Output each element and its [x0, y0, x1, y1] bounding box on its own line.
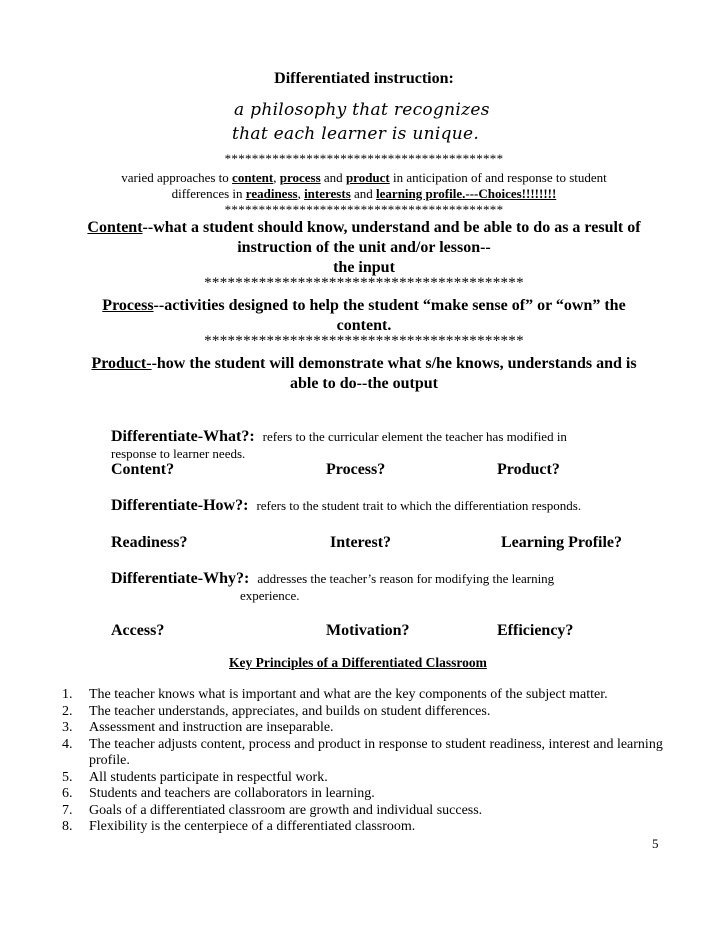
how-label: Differentiate-How?:	[111, 497, 249, 514]
content-term: Content	[87, 219, 143, 236]
product-term: Product-	[91, 355, 152, 372]
page-number: 5	[652, 836, 659, 851]
term-process: process	[279, 170, 321, 185]
product-text: -how the student will demonstrate what s/he knows, understands and is	[151, 355, 637, 372]
what-option-content: Content?	[111, 461, 175, 478]
varied-pre: varied approaches to	[121, 170, 233, 185]
content-definition-line-3: the input	[333, 259, 395, 276]
list-item: 7. Goals of a differentiated classroom are growth and individual success.	[62, 802, 483, 818]
process-definition-line-1	[0, 297, 728, 315]
list-item: 5. All students participate in respectful work.	[62, 769, 328, 785]
why-option-motivation: Motivation?	[326, 622, 410, 639]
what-option-product: Product?	[497, 461, 560, 478]
philosophy-line-1: a philosophy that recognizes	[234, 100, 490, 120]
how-option-readiness: Readiness?	[111, 534, 188, 551]
star-divider: *****************************************	[204, 275, 524, 291]
why-option-efficiency: Efficiency?	[497, 622, 574, 639]
product-definition-line-1	[0, 355, 728, 373]
term-learning-profile: learning profile.---Choices!!!!!!!!	[376, 186, 557, 201]
how-description: refers to the student trait to which the differentiation responds.	[256, 498, 582, 513]
process-term: Process	[102, 297, 154, 314]
varied-approaches-line-2	[0, 186, 728, 202]
sep: ,	[297, 186, 305, 201]
process-definition-line-2: content.	[336, 317, 392, 334]
varied-line2-pre: differences in	[171, 186, 246, 201]
varied-mid: in anticipation of and response to student	[389, 170, 607, 185]
product-definition-line-2: able to do--the output	[289, 375, 438, 392]
star-divider: *****************************************	[224, 202, 504, 217]
term-product: product	[345, 170, 390, 185]
and: and	[350, 186, 377, 201]
varied-approaches-line-1	[0, 170, 728, 186]
list-item: 4. The teacher adjusts content, process and product in response to student readiness, interest and learning profile.	[62, 736, 663, 768]
sep: ,	[273, 170, 280, 185]
why-description: addresses the teacher’s reason for modifying the learning	[257, 571, 555, 586]
principles-heading: Key Principles of a Differentiated Classroom	[229, 655, 487, 670]
term-interests: interests	[304, 186, 351, 201]
what-label: Differentiate-What?:	[111, 428, 255, 445]
why-option-access: Access?	[111, 622, 165, 639]
list-item: 3. Assessment and instruction are inseparable.	[62, 720, 334, 735]
list-item: 6. Students and teachers are collaborators in learning.	[62, 786, 375, 801]
principles-list	[62, 687, 702, 836]
content-definition-line-1	[0, 219, 728, 237]
differentiate-why	[111, 570, 554, 588]
page-title: Differentiated instruction:	[274, 70, 454, 87]
why-label: Differentiate-Why?:	[111, 570, 250, 587]
differentiate-what	[111, 428, 567, 446]
how-option-learning-profile: Learning Profile?	[501, 534, 623, 551]
content-text: --what a student should know, understand and be able to do as a result of	[142, 219, 641, 236]
how-option-interest: Interest?	[330, 534, 392, 551]
list-item: 8. Flexibility is the centerpiece of a differentiated classroom.	[62, 819, 416, 834]
star-divider: *****************************************	[224, 151, 504, 166]
differentiate-how	[111, 497, 581, 515]
what-description-cont: response to learner needs.	[111, 446, 246, 461]
and: and	[320, 170, 346, 185]
what-description: refers to the curricular element the teacher has modified in	[262, 429, 567, 444]
what-option-process: Process?	[326, 461, 386, 478]
term-content: content	[232, 170, 274, 185]
star-divider: *****************************************	[204, 333, 524, 349]
list-item: 1. The teacher knows what is important and what are the key components of the subject matter.	[62, 687, 608, 702]
term-readiness: readiness	[245, 186, 298, 201]
list-item: 2. The teacher understands, appreciates, and builds on student differences.	[62, 703, 491, 719]
why-description-cont: experience.	[240, 588, 300, 603]
process-text: --activities designed to help the student “make sense of” or “own” the	[153, 297, 626, 314]
content-definition-line-2: instruction of the unit and/or lesson--	[237, 239, 491, 256]
philosophy-line-2: that each learner is unique.	[232, 124, 480, 144]
